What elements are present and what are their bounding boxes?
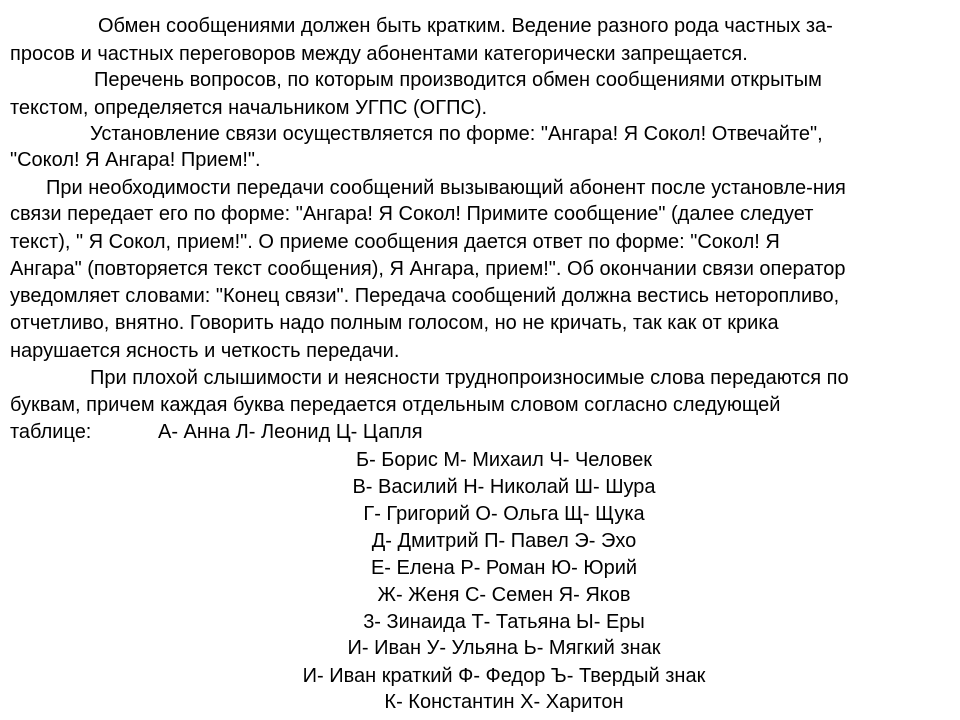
paragraph-4-line-2: связи передает его по форме: "Ангара! Я Сокол! Примите сообщение" (далее следует [10, 203, 814, 225]
paragraph-4-line-7: нарушается ясность и четкость передачи. [10, 340, 400, 362]
paragraph-5-line-2: буквам, причем каждая буква передается отдельным словом согласно следующей [10, 394, 781, 416]
alphabet-row-2: Б- Борис М- Михаил Ч- Человек [355, 449, 653, 471]
paragraph-2-line-2: текстом, определяется начальником УГПС (ОГПС). [10, 97, 488, 119]
paragraph-1-line-1: Обмен сообщениями должен быть кратким. Ведение разного рода частных за- [98, 15, 833, 37]
alphabet-row-10: И- Иван краткий Ф- Федор Ъ- Твердый знак [302, 665, 706, 687]
paragraph-3-line-2: "Сокол! Я Ангара! Прием!". [10, 149, 261, 171]
alphabet-row-6: Е- Елена Р- Роман Ю- Юрий [370, 557, 638, 579]
paragraph-4-line-1: При необходимости передачи сообщений вызывающий абонент после установле-ния [46, 177, 846, 199]
paragraph-4-line-3: текст), " Я Сокол, прием!". О приеме сообщения дается ответ по форме: "Сокол! Я [10, 231, 780, 253]
paragraph-4-line-4: Ангара" (повторяется текст сообщения), Я Ангара, прием!". Об окончании связи оператор [10, 258, 846, 280]
alphabet-row-1: А- Анна Л- Леонид Ц- Цапля [158, 421, 423, 443]
table-intro-label: таблице: [10, 421, 92, 443]
paragraph-3-line-1: Установление связи осуществляется по форме: "Ангара! Я Сокол! Отвечайте", [90, 123, 823, 145]
paragraph-4-line-5: уведомляет словами: "Конец связи". Передача сообщений должна вестись неторопливо, [10, 285, 840, 307]
alphabet-row-4: Г- Григорий О- Ольга Щ- Щука [363, 503, 645, 525]
alphabet-row-3: В- Василий Н- Николай Ш- Шура [352, 476, 656, 498]
paragraph-4-line-6: отчетливо, внятно. Говорить надо полным голосом, но не кричать, так как от крика [10, 312, 779, 334]
alphabet-row-5: Д- Дмитрий П- Павел Э- Эхо [371, 530, 637, 552]
alphabet-row-11: К- Константин Х- Харитон [384, 691, 624, 713]
paragraph-5-line-1: При плохой слышимости и неясности труднопроизносимые слова передаются по [90, 367, 849, 389]
paragraph-1-line-2: просов и частных переговоров между абонентами категорически запрещается. [10, 43, 748, 65]
alphabet-row-8: 3- Зинаида Т- Татьяна Ы- Еры [363, 611, 645, 633]
alphabet-row-9: И- Иван У- Ульяна Ь- Мягкий знак [347, 637, 661, 659]
paragraph-2-line-1: Перечень вопросов, по которым производится обмен сообщениями открытым [94, 69, 822, 91]
alphabet-row-7: Ж- Женя С- Семен Я- Яков [377, 584, 631, 606]
